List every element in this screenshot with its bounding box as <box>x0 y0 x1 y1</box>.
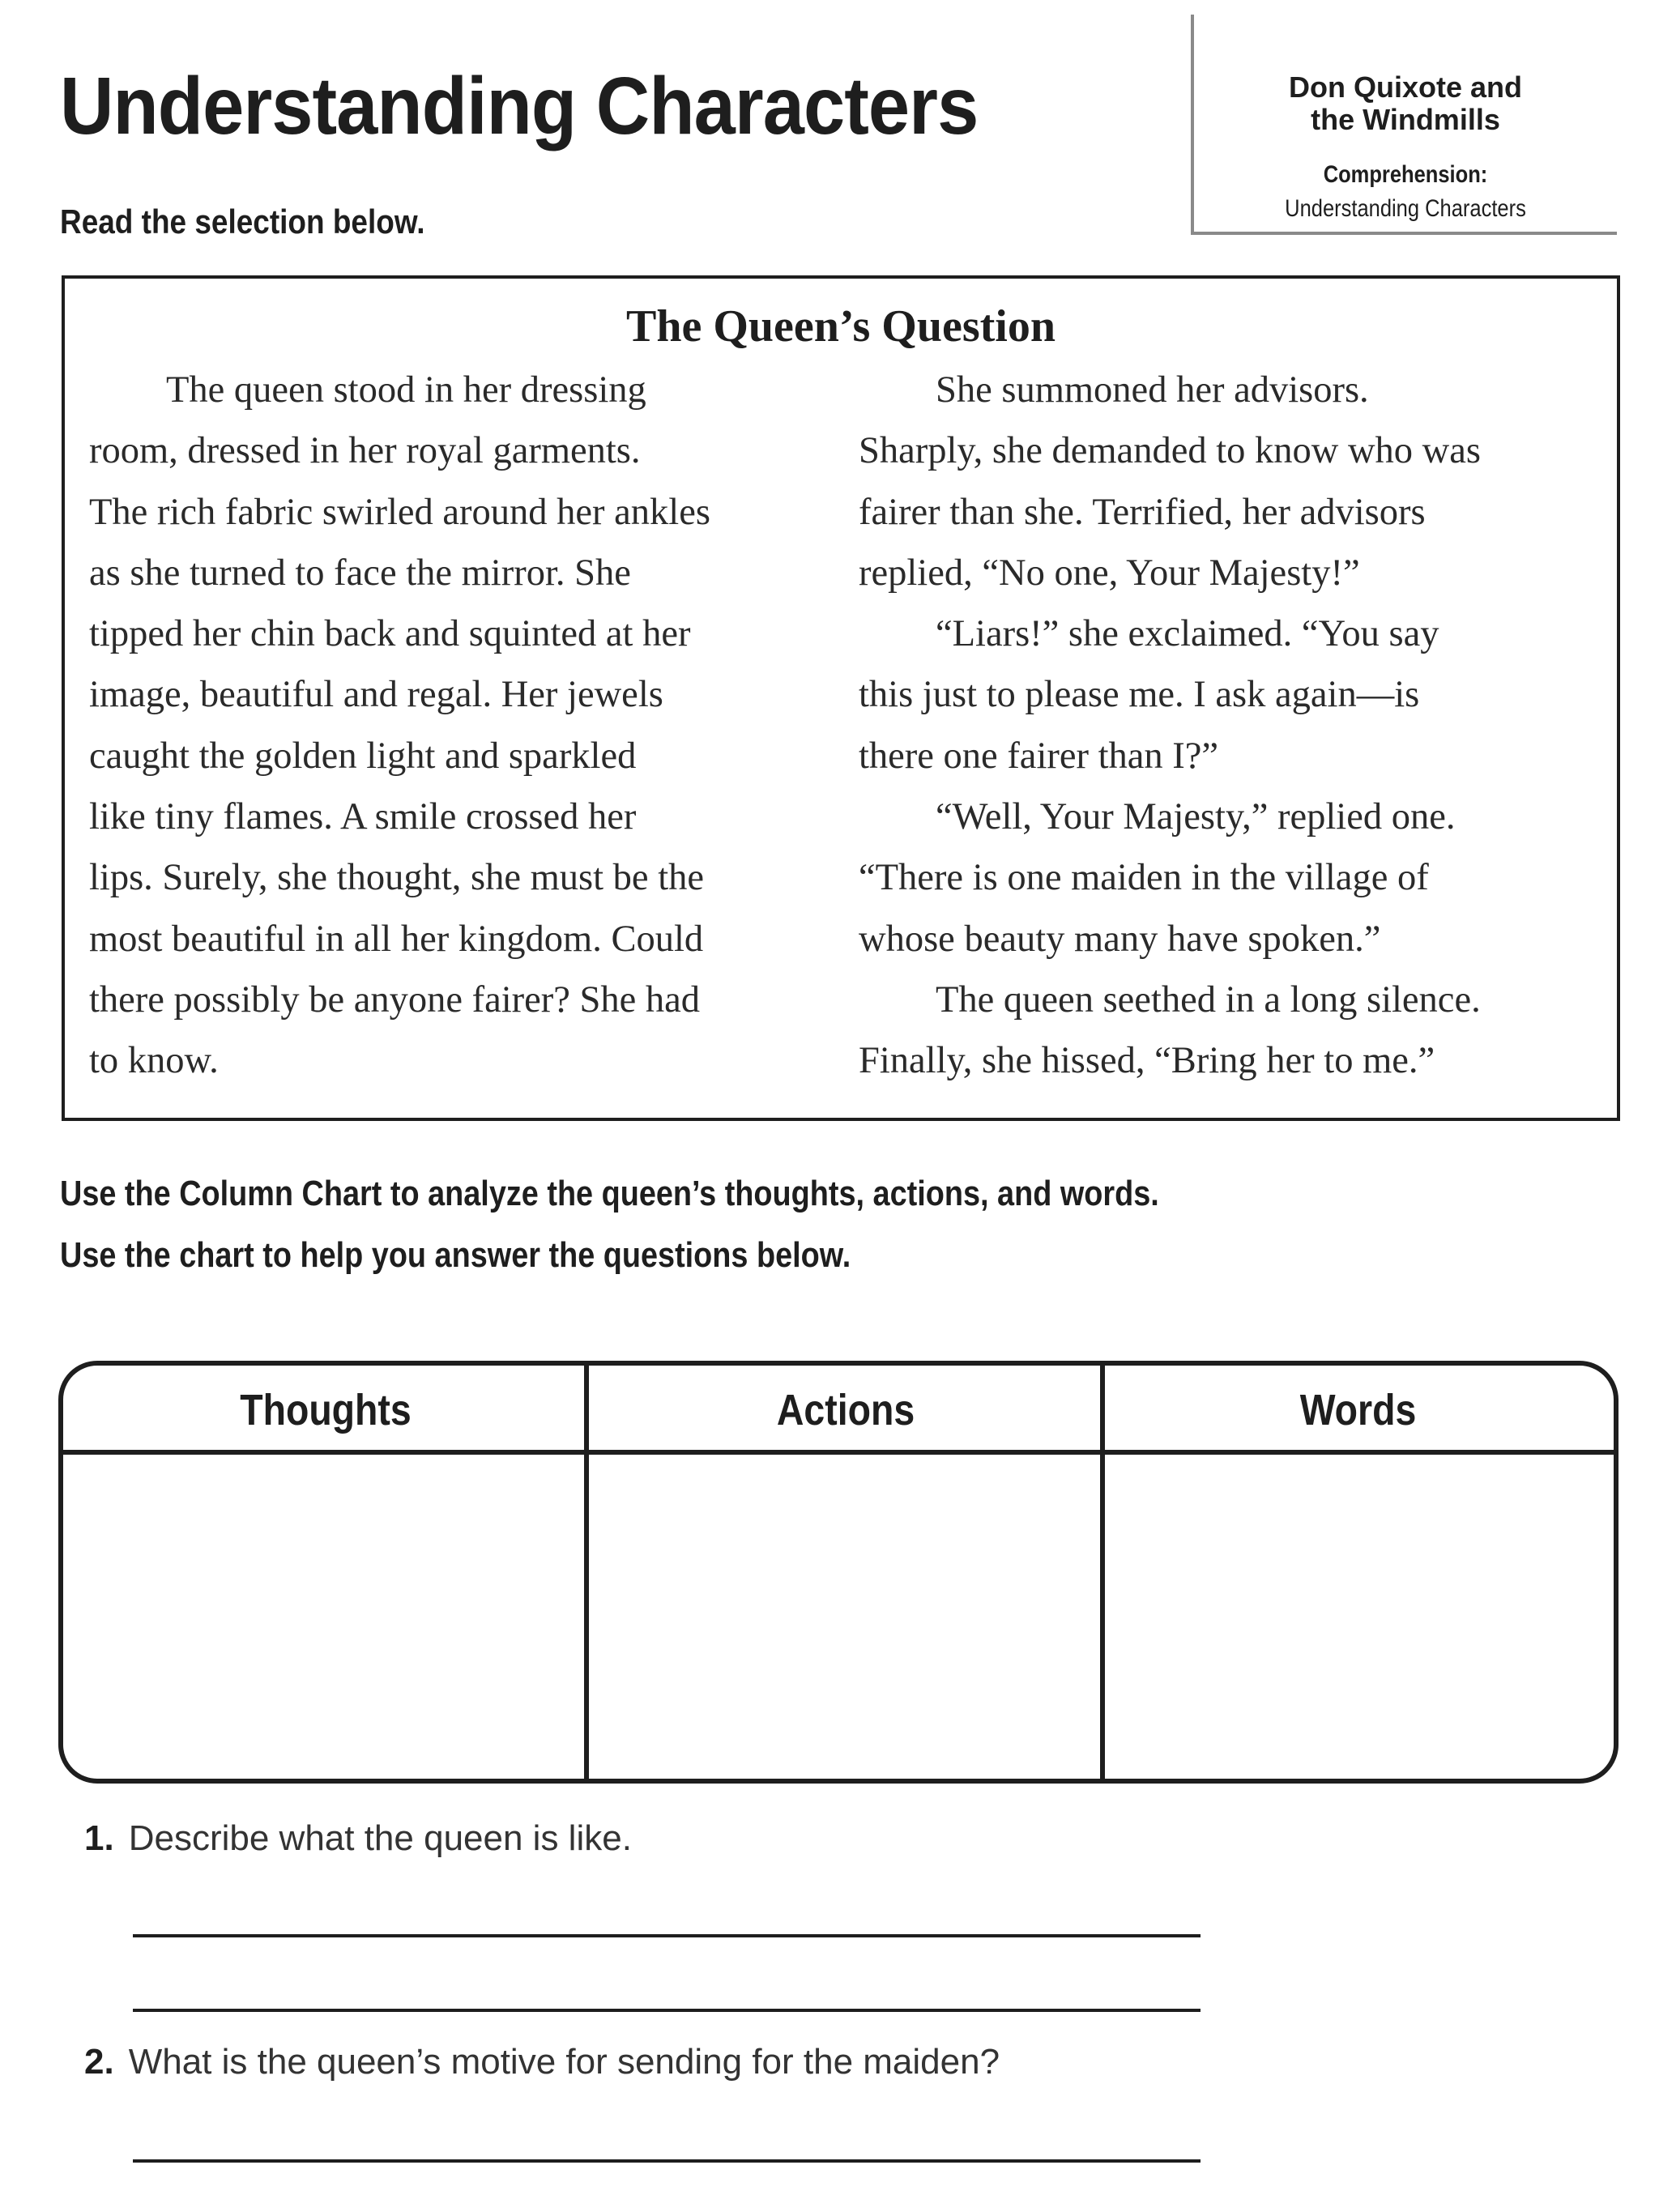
passage-line: “There is one maiden in the village of <box>859 857 1429 899</box>
skill-label: Comprehension: <box>1323 161 1488 188</box>
passage-line: there possibly be anyone fairer? She had <box>89 978 701 1021</box>
passage-line: to know. <box>89 1040 219 1082</box>
column-header-label: Actions <box>776 1386 915 1434</box>
thoughts-answer-cell[interactable] <box>63 1455 588 1779</box>
passage-column-left <box>89 360 883 1092</box>
passage-line: caught the golden light and sparkled <box>89 735 637 777</box>
passage-line: “Liars!” she exclaimed. “You say <box>936 613 1439 655</box>
column-header-words <box>1103 1366 1614 1455</box>
passage-line: image, beautiful and regal. Her jewels <box>89 674 663 716</box>
question-text: What is the queen’s motive for sending for the maiden? <box>128 2042 1000 2082</box>
passage-line: Finally, she hissed, “Bring her to me.” <box>859 1040 1435 1082</box>
story-title <box>1194 71 1617 136</box>
column-divider <box>584 1366 589 1779</box>
question-text: Describe what the queen is like. <box>128 1818 632 1858</box>
column-header-label: Thoughts <box>240 1386 412 1434</box>
page-title: Understanding Characters <box>60 61 979 151</box>
passage-line: The queen stood in her dressing <box>166 369 646 411</box>
answer-line[interactable] <box>133 2159 1201 2163</box>
question-2 <box>84 2039 1000 2085</box>
passage-line: “Well, Your Majesty,” replied one. <box>936 796 1456 838</box>
passage-line: whose beauty many have spoken.” <box>859 918 1381 960</box>
passage-line: this just to please me. I ask again—is <box>859 674 1420 716</box>
passage-line: replied, “No one, Your Majesty!” <box>859 552 1360 594</box>
passage-line: as she turned to face the mirror. She <box>89 552 631 594</box>
story-title-line-1: Don Quixote and <box>1289 70 1522 104</box>
chart-direction-2: Use the chart to help you answer the questions below. <box>60 1235 851 1275</box>
passage-line: most beautiful in all her kingdom. Could <box>89 918 704 960</box>
passage-line: there one fairer than I?” <box>859 735 1219 777</box>
read-instruction: Read the selection below. <box>60 202 425 241</box>
reading-passage <box>62 275 1620 1121</box>
passage-column-right <box>859 360 1620 1092</box>
actions-answer-cell[interactable] <box>588 1455 1103 1779</box>
passage-line: room, dressed in her royal garments. <box>89 430 641 472</box>
passage-line: The rich fabric swirled around her ankles <box>89 491 710 533</box>
passage-line: The queen seethed in a long silence. <box>936 978 1481 1021</box>
chart-direction-1: Use the Column Chart to analyze the queen’s thoughts, actions, and words. <box>60 1174 1159 1213</box>
column-chart <box>58 1361 1618 1784</box>
words-answer-cell[interactable] <box>1103 1455 1614 1779</box>
column-header-thoughts <box>63 1366 588 1455</box>
passage-line: like tiny flames. A smile crossed her <box>89 796 637 838</box>
skill-name: Understanding Characters <box>1285 195 1526 222</box>
column-header-actions <box>588 1366 1103 1455</box>
question-number: 1. <box>84 1818 114 1858</box>
passage-line: fairer than she. Terrified, her advisors <box>859 491 1426 533</box>
column-divider <box>1100 1366 1105 1779</box>
passage-line: She summoned her advisors. <box>936 369 1369 411</box>
passage-line: tipped her chin back and squinted at her <box>89 613 691 655</box>
unit-tag <box>1191 15 1617 235</box>
passage-line: lips. Surely, she thought, she must be the <box>89 857 705 899</box>
answer-line[interactable] <box>133 2009 1201 2012</box>
column-header-label: Words <box>1300 1386 1417 1434</box>
passage-line: Sharply, she demanded to know who was <box>859 430 1481 472</box>
question-number: 2. <box>84 2042 114 2082</box>
story-title-line-2: the Windmills <box>1311 103 1500 136</box>
passage-title: The Queen’s Question <box>626 301 1056 352</box>
question-1 <box>84 1816 632 1861</box>
answer-line[interactable] <box>133 1934 1201 1937</box>
